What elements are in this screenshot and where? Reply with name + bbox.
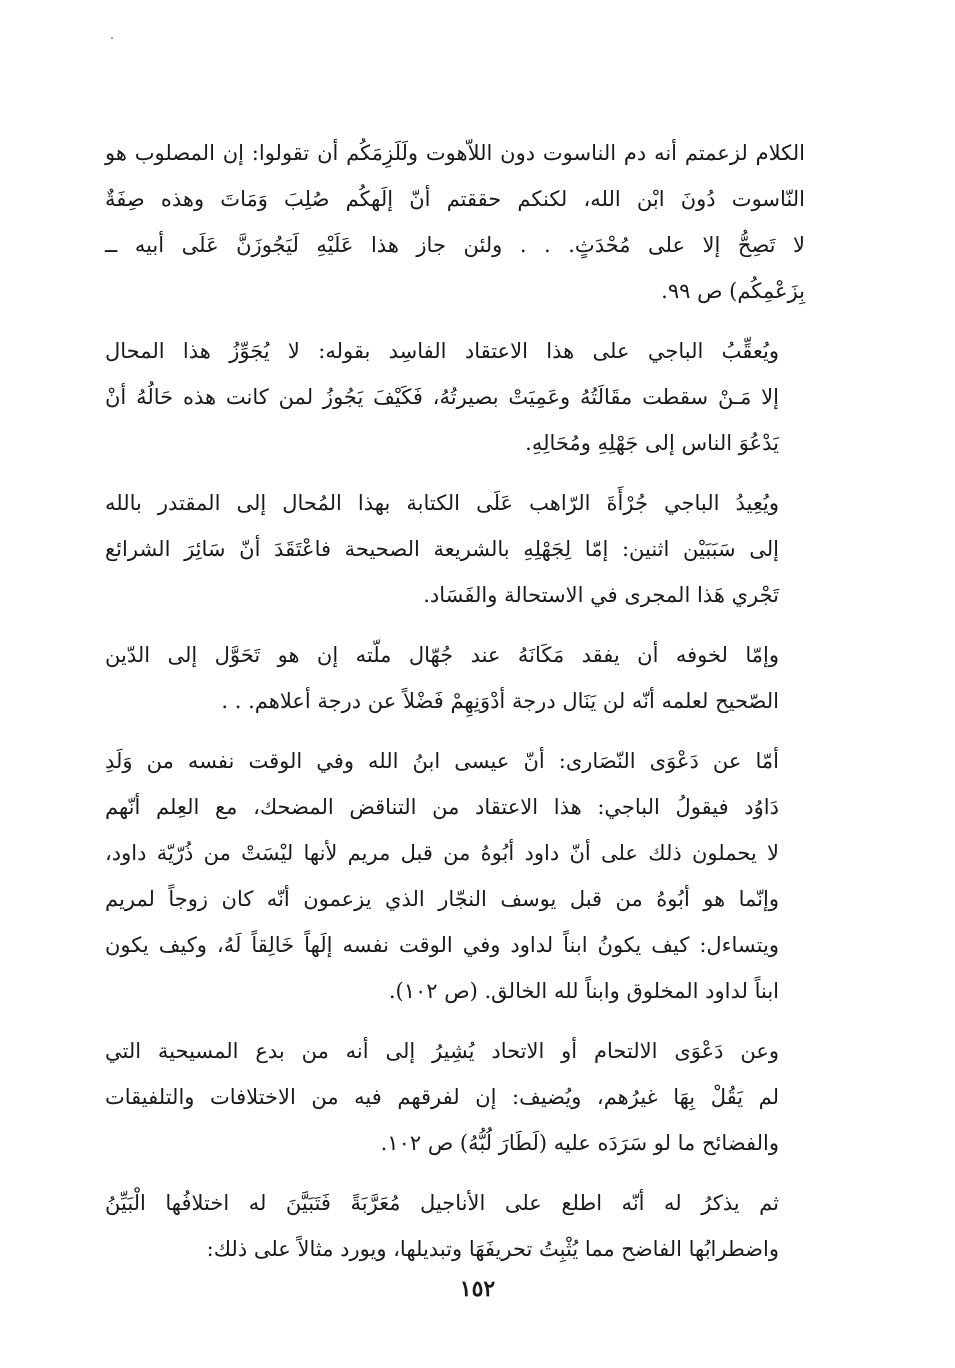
paragraph	[105, 632, 805, 724]
text-line: إلى سَبَبَيْن اثنين: إمّا لِجَهْلِهِ بالشريعة الصحيحة فاعْتَقَدَ أنّ سَائِرَ الشرائع	[105, 537, 779, 561]
text-line: دَاوُد فيقولُ الباجي: هذا الاعتقاد من التناقض المضحك، مع العِلم أنّهم	[105, 795, 779, 819]
paragraph	[105, 480, 805, 618]
paragraph	[105, 130, 805, 314]
text-line: واضطرابُها الفاضح مما يُثْبِتُ تحريفَهَا وتبديلها، ويورد مثالاً على ذلك:	[206, 1237, 779, 1261]
text-line: لا يحملون ذلك على أنّ داود أبُوهُ من قبل مريم لأنها ليْسَتْ من ذُرّيّة داود،	[105, 841, 779, 865]
text-line: ثم يذكرُ له أنّه اطلع على الأناجيل مُعَرَّبَةً فَتَبَيَّنَ له اختلافُها الْبَيِّنُ	[105, 1191, 779, 1215]
text-line: ويتساءل: كيف يكونُ ابناً لداود وفي الوقت نفسه إلَهاً خَالِقاً لَهُ، وكيف يكون	[105, 933, 779, 957]
text-line: يَدْعُوَ الناس إلى جَهْلِهِ ومُحَالِهِ.	[525, 431, 779, 455]
text-line: لا تَصِحُّ إلا على مُحْدَثٍ. . . ولئن جاز هذا عَلَيْهِ لَيَجُوزَنَّ عَلَى أبيه ــ	[105, 233, 805, 257]
text-line: الكلام لزعمتم أنه دم الناسوت دون اللاّهوت ولَلَزِمَكُم أن تقولوا: إن المصلوب هو	[105, 141, 805, 165]
text-line: النّاسوت دُونَ ابْن الله، لكنكم حققتم أنّ إلَهكُم صُلِبَ وَمَاتَ وهذه صِفَةٌ	[105, 187, 805, 211]
text-line: وإمّا لخوفه أن يفقد مَكَانَهُ عند جُهّال ملّته إن هو تَحَوَّل إلى الدّين	[105, 643, 779, 667]
text-line: وعن دَعْوَى الالتحام أو الاتحاد يُشِيرُ إلى أنه من بدع المسيحية التي	[105, 1039, 779, 1063]
body-text	[105, 130, 805, 1286]
text-line: لم يَقُلْ بِهَا غيرُهم، ويُضيف: إن لفرقهم فيه من الاختلافات والتلفيقات	[105, 1085, 779, 1109]
text-line: الصّحيح لعلمه أنّه لن يَنَال درجة أدْوَنِهِمْ فَضْلاً عن درجة أعلاهم. . .	[221, 689, 779, 713]
paragraph	[105, 328, 805, 466]
text-line: بِزَعْمِكُم) ص ٩٩.	[661, 279, 805, 303]
page-number: ١٥٢	[459, 1276, 496, 1302]
paragraph	[105, 1028, 805, 1166]
text-line: وإنّما هو أبُوهُ من قبل يوسف النجّار الذي يزعمون أنّه كان زوجاً لمريم	[105, 887, 779, 911]
text-line: تَجْري هَذا المجرى في الاستحالة والفَسَاد.	[423, 583, 779, 607]
paper-speck	[111, 37, 113, 39]
paragraph	[105, 738, 805, 1014]
text-line: أمّا عن دَعْوَى النّصَارى: أنّ عيسى ابنُ الله وفي الوقت نفسه من وَلَدِ	[105, 749, 779, 773]
text-line: ابناً لداود المخلوق وابناً لله الخالق. (ص ١٠٢).	[388, 979, 779, 1003]
text-line: ويُعقِّبُ الباجي على هذا الاعتقاد الفاسِد بقوله: لا يُجَوِّزُ هذا المحال	[105, 339, 779, 363]
text-line: إلا مَـنْ سقطت مقَالَتُهُ وعَمِيَتْ بصيرتُهُ، فَكَيْفَ يَجُوزُ لمن كانت هذه حَالُهُ أنْ	[105, 385, 779, 409]
text-line: والفضائح ما لو سَرَدَه عليه (لَطَارَ لُبُّهُ) ص ١٠٢.	[380, 1131, 779, 1155]
paragraph	[105, 1180, 805, 1272]
text-line: ويُعِيدُ الباجي جُرْأَةَ الرّاهب عَلَى الكتابة بهذا المُحال إلى المقتدر بالله	[105, 491, 779, 515]
